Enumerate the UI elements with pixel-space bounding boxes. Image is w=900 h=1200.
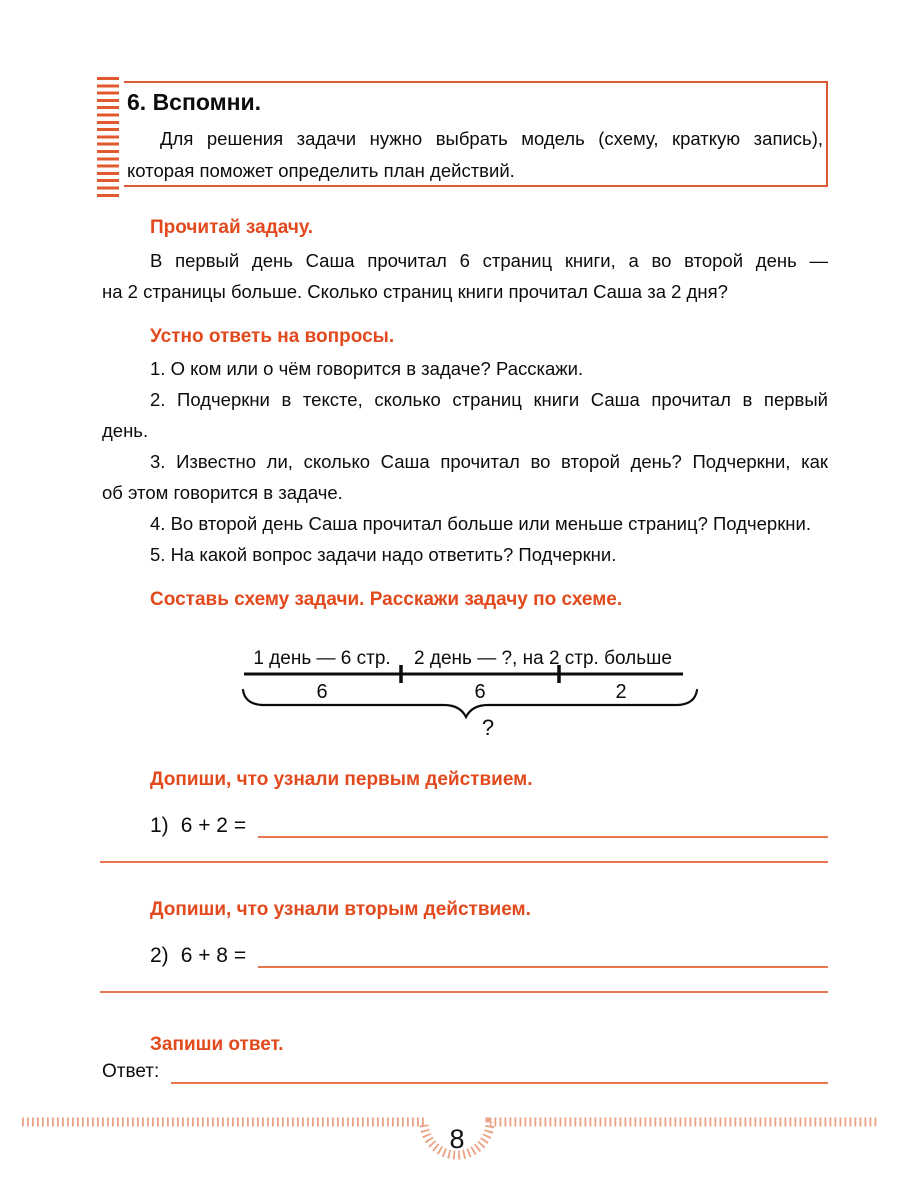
- question-line-2: 2. Подчеркни в тексте, сколько страниц книги Саша прочитал в первый: [150, 389, 828, 410]
- second-action-number: 2): [150, 944, 169, 967]
- section-heading-oral-questions: Устно ответь на вопросы.: [150, 326, 395, 347]
- diagram-segment-value-1: 6: [316, 681, 328, 703]
- task-text-line: В первый день Саша прочитал 6 страниц книги, а во второй день —: [150, 250, 828, 271]
- remember-box-text-line: Для решения задачи нужно выбрать модель (схему, краткую запись),: [160, 128, 823, 149]
- diagram-total-question: ?: [481, 715, 495, 738]
- answer-label: Ответ:: [102, 1061, 160, 1082]
- remember-box-text-line: которая поможет определить план действий.: [127, 160, 515, 181]
- first-action-row: [150, 812, 828, 838]
- question-line-2-cont: день.: [102, 420, 149, 441]
- section-heading-second-action: Допиши, что узнали вторым действием.: [150, 899, 531, 920]
- second-action-equation: 6 + 8 =: [180, 944, 247, 967]
- diagram-brace: [243, 690, 697, 717]
- question-line-3: 3. Известно ли, сколько Саша прочитал во второй день? Подчеркни, как: [150, 451, 828, 472]
- section-heading-first-action: Допиши, что узнали первым действием.: [150, 769, 533, 790]
- remember-box-title: 6. Вспомни.: [127, 89, 262, 115]
- question-line-5: 5. На какой вопрос задачи надо ответить? Подчеркни.: [150, 544, 617, 565]
- first-action-extra-writing-line[interactable]: [100, 861, 828, 863]
- first-action-equation: 6 + 2 =: [180, 814, 247, 837]
- page-number: 8: [449, 1124, 465, 1154]
- task-text-line: на 2 страницы больше. Сколько страниц книги прочитал Саша за 2 дня?: [102, 281, 728, 302]
- second-action-answer-blank[interactable]: [258, 966, 828, 968]
- section-heading-answer: Запиши ответ.: [150, 1034, 284, 1055]
- first-action-answer-blank[interactable]: [258, 836, 828, 838]
- box-left-dashes-decoration: [97, 77, 119, 199]
- first-action-number: 1): [150, 814, 169, 837]
- answer-blank[interactable]: [171, 1082, 828, 1084]
- diagram-label-day1: 1 день — 6 стр.: [253, 648, 391, 669]
- diagram-segment-value-2: 6: [474, 681, 486, 703]
- diagram-segment-value-3: 2: [615, 681, 627, 703]
- second-action-row: [150, 942, 828, 968]
- section-heading-scheme: Составь схему задачи. Расскажи задачу по схеме.: [150, 589, 623, 610]
- answer-row: [102, 1058, 828, 1084]
- question-line-4: 4. Во второй день Саша прочитал больше или меньше страниц? Подчеркни.: [150, 513, 811, 534]
- second-action-extra-writing-line[interactable]: [100, 991, 828, 993]
- page-footer-decoration: [0, 1112, 900, 1176]
- question-line-1: 1. О ком или о чём говорится в задаче? Расскажи.: [150, 358, 584, 379]
- task-scheme-diagram: [238, 642, 702, 738]
- question-line-3-cont: об этом говорится в задаче.: [102, 482, 343, 503]
- diagram-label-day2: 2 день — ?, на 2 стр. больше: [414, 648, 672, 669]
- section-heading-read-task: Прочитай задачу.: [150, 217, 314, 238]
